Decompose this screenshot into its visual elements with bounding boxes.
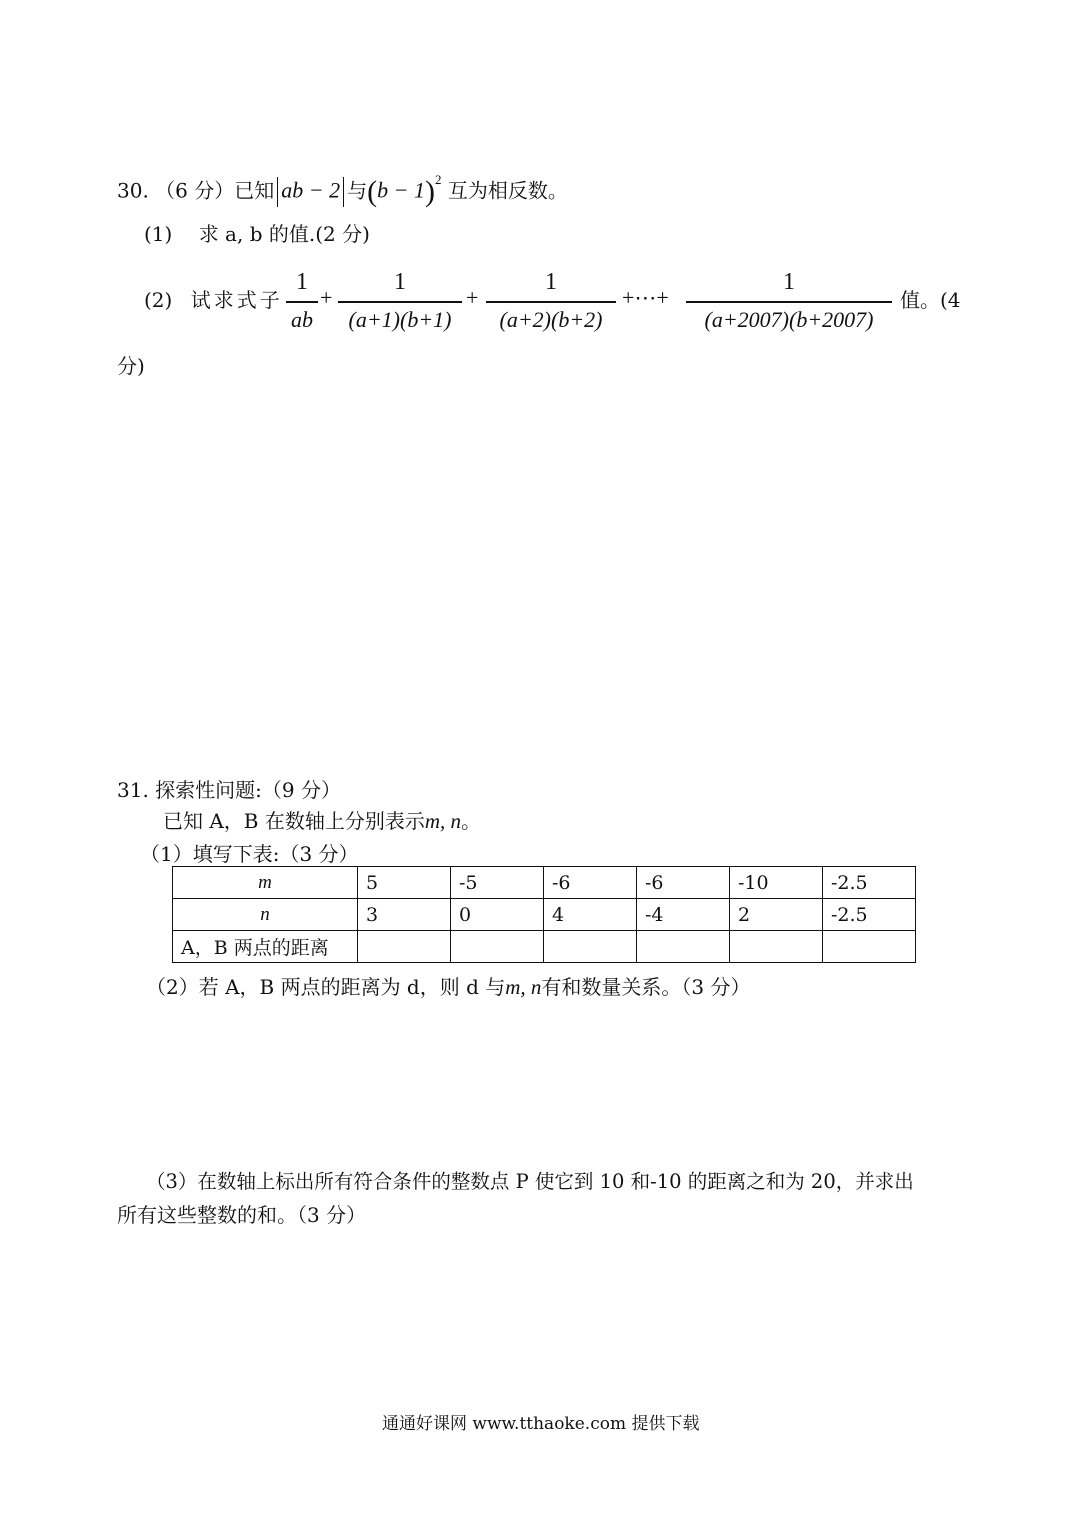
q31-intro-vars: m, n <box>424 809 462 833</box>
row-label-n: n <box>173 899 358 931</box>
table-cell: -6 <box>637 867 730 899</box>
table-row-distance <box>173 931 916 963</box>
distance-table <box>172 866 916 963</box>
abs-bar-left <box>277 177 278 207</box>
answer-cell[interactable] <box>637 931 730 963</box>
fraction-1 <box>286 268 318 334</box>
fraction-4-numerator: 1 <box>783 269 795 295</box>
q31-part3-line2: 所有这些整数的和。（3 分） <box>117 1203 367 1227</box>
q30-part1-text: 求 a, b 的值.(2 分) <box>198 222 370 246</box>
table-cell: 0 <box>451 899 544 931</box>
q31-intro-before: 已知 A，B 在数轴上分别表示 <box>163 809 425 833</box>
table-cell: -6 <box>544 867 637 899</box>
table-cell: -5 <box>451 867 544 899</box>
q31-part2-vars: m, n <box>505 975 542 999</box>
q30-part1-label: (1) <box>144 222 173 246</box>
answer-cell[interactable] <box>823 931 916 963</box>
abs-bar-right <box>343 177 344 207</box>
table-cell: 2 <box>730 899 823 931</box>
table-cell: -2.5 <box>823 899 916 931</box>
ellipsis-sum: +⋯+ <box>622 285 669 310</box>
q31-part1: （1）填写下表:（3 分） <box>140 842 359 866</box>
q30-sq-expr: b − 1 <box>377 177 425 203</box>
answer-cell[interactable] <box>358 931 451 963</box>
q30-points: （6 分） <box>155 178 235 203</box>
table-cell: -4 <box>637 899 730 931</box>
table-row-m <box>173 867 916 899</box>
plus-2: + <box>466 285 479 310</box>
fraction-4 <box>686 268 892 334</box>
q30-exponent: 2 <box>434 172 442 187</box>
fraction-4-bar <box>686 301 892 303</box>
fraction-1-denominator: ab <box>291 307 313 332</box>
answer-cell[interactable] <box>544 931 637 963</box>
paren-right: ) <box>424 175 435 209</box>
fraction-2 <box>338 268 462 334</box>
q31-part2 <box>146 971 751 1000</box>
table-cell: -2.5 <box>823 867 916 899</box>
q31-intro-after: 。 <box>461 809 482 833</box>
q30-part2-label: (2) <box>144 288 173 312</box>
plus-1: + <box>320 285 333 310</box>
paren-left: ( <box>367 175 378 209</box>
table-row-n <box>173 899 916 931</box>
table-cell: 4 <box>544 899 637 931</box>
q30-part2-lead <box>144 284 283 313</box>
q30-suffix: 互为相反数。 <box>447 178 568 203</box>
q30-mid: 与 <box>347 178 368 203</box>
row-label-distance: A，B 两点的距离 <box>173 931 358 963</box>
page-footer: 通通好课网 www.tthaoke.com 提供下载 <box>382 1414 700 1434</box>
q31-part3-line1: （3）在数轴上标出所有符合条件的整数点 P 使它到 10 和-10 的距离之和为 20，并求出 <box>146 1170 914 1193</box>
q30-statement <box>117 168 568 209</box>
fraction-2-denominator: (a+1)(b+1) <box>348 307 452 332</box>
fraction-2-numerator: 1 <box>394 269 406 295</box>
fraction-1-numerator: 1 <box>296 269 308 295</box>
fraction-4-denominator: (a+2007)(b+2007) <box>704 307 874 332</box>
answer-cell[interactable] <box>730 931 823 963</box>
q30-prefix: 已知 <box>234 178 275 203</box>
table-cell: -10 <box>730 867 823 899</box>
fraction-1-bar <box>286 301 318 303</box>
fraction-2-bar <box>338 301 462 303</box>
answer-cell[interactable] <box>451 931 544 963</box>
fraction-3-denominator: (a+2)(b+2) <box>499 307 603 332</box>
row-label-m: m <box>173 867 358 899</box>
q31-part2-before: （2）若 A，B 两点的距离为 d，则 d 与 <box>146 975 506 999</box>
fraction-3 <box>486 268 616 334</box>
q30-part2-text-after: 值。(4 <box>900 288 961 312</box>
q31-part2-after: 有和数量关系。（3 分） <box>541 975 751 999</box>
table-cell: 3 <box>358 899 451 931</box>
q30-part2-text-wrap: 分) <box>117 354 145 378</box>
q31-title: 31. 探索性问题:（9 分） <box>117 778 341 802</box>
q30-abs-expr: ab − 2 <box>281 177 341 203</box>
fraction-3-numerator: 1 <box>545 269 557 295</box>
q30-part1 <box>144 218 370 247</box>
fraction-3-bar <box>486 301 616 303</box>
q31-intro <box>163 805 481 834</box>
q30-part2-text-before: 试求式子 <box>190 288 283 312</box>
table-cell: 5 <box>358 867 451 899</box>
q30-number: 30. <box>117 178 149 203</box>
